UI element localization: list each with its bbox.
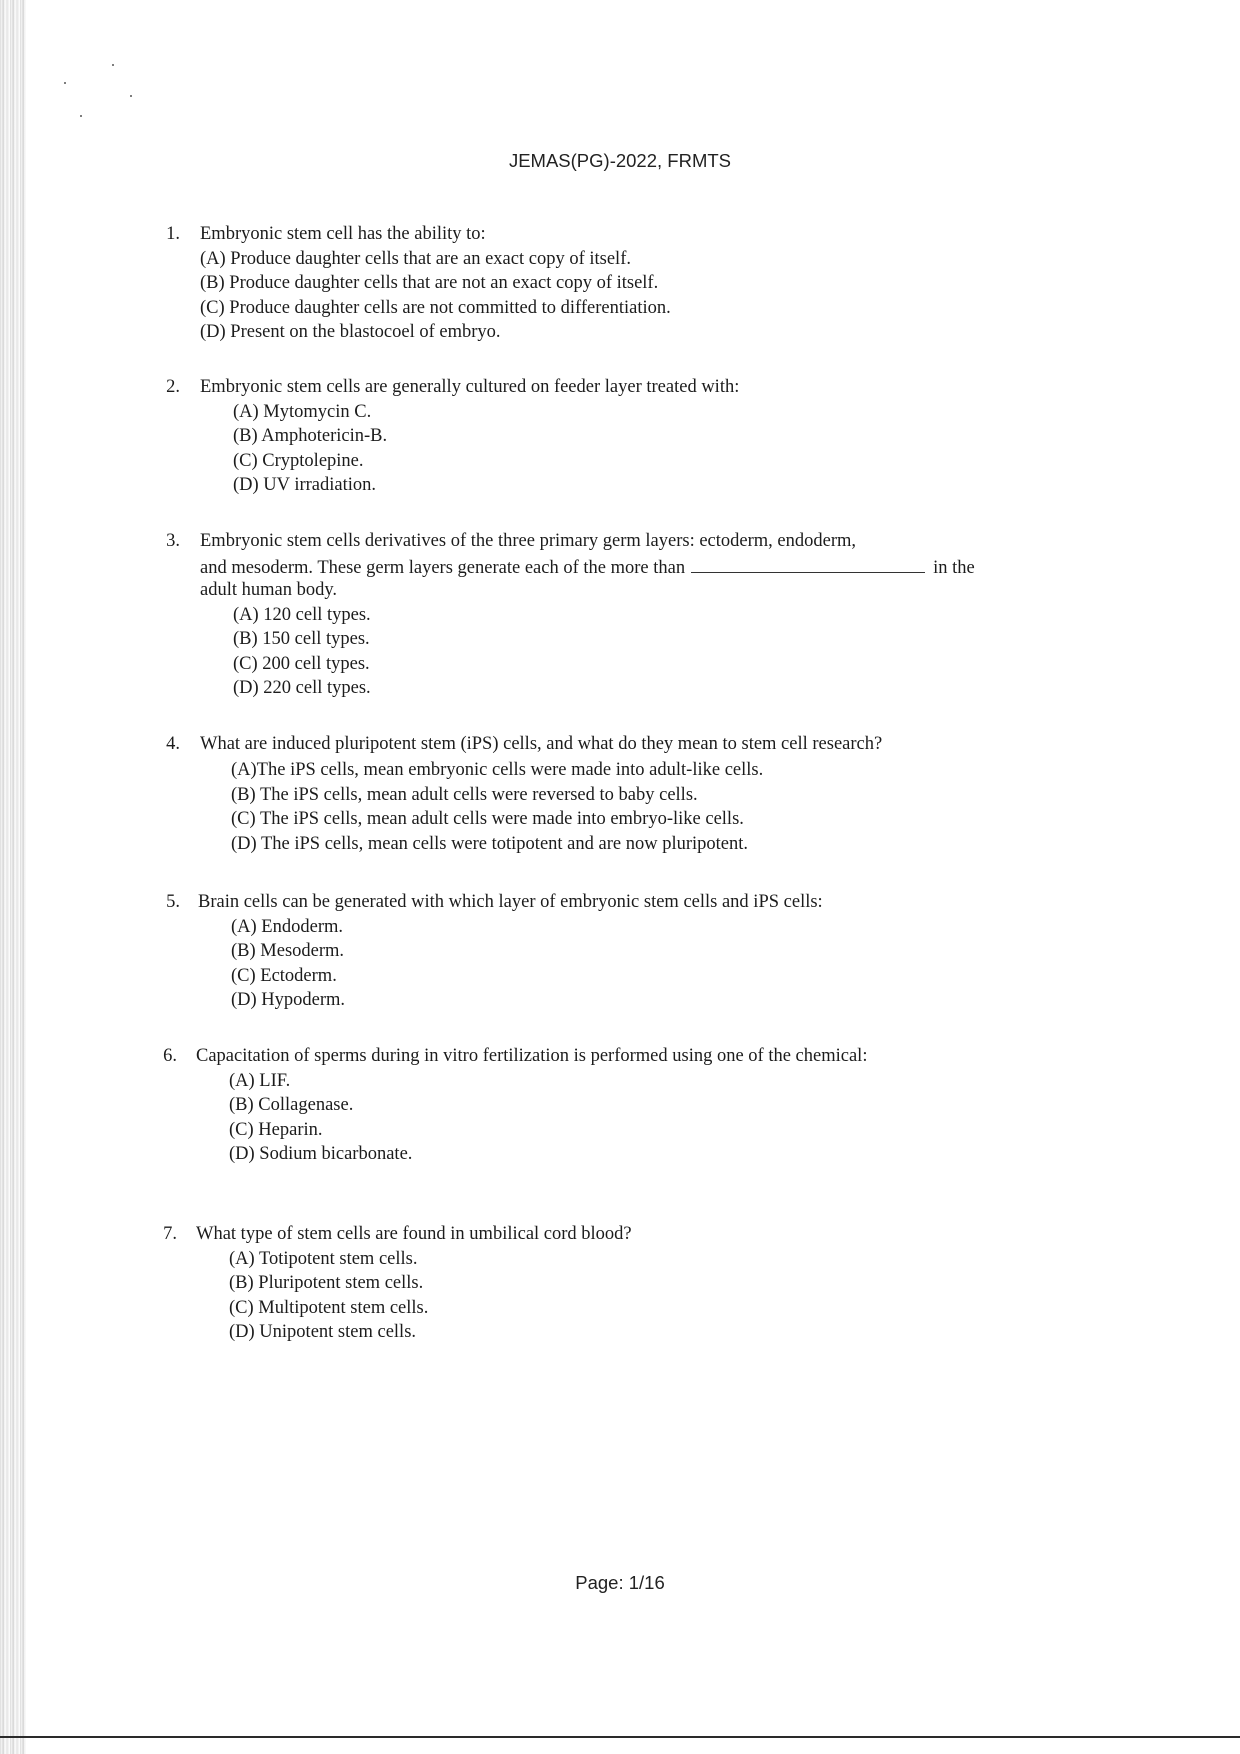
option-c: (C) 200 cell types.	[233, 653, 370, 674]
option-d: (D) The iPS cells, mean cells were totipotent and are now pluripotent.	[231, 833, 749, 854]
question-text: Brain cells can be generated with which layer of embryonic stem cells and iPS cells:	[198, 892, 823, 912]
option-c: (C) Multipotent stem cells.	[229, 1297, 429, 1318]
question-text: Embryonic stem cells are generally cultured on feeder layer treated with:	[200, 377, 740, 397]
question-number: 1.	[166, 224, 180, 244]
scan-speck	[80, 115, 82, 117]
option-d: (D) Sodium bicarbonate.	[229, 1144, 413, 1164]
question-text: Embryonic stem cells derivatives of the three primary germ layers: ectoderm, endoderm,	[200, 531, 857, 551]
question-number: 4.	[166, 734, 180, 754]
question-text: What type of stem cells are found in umbilical cord blood?	[196, 1224, 632, 1244]
scan-speck	[130, 95, 132, 97]
option-c: (C) Ectoderm.	[231, 965, 337, 986]
question-number: 7.	[163, 1224, 177, 1244]
options-list	[233, 400, 387, 498]
question-number: 2.	[166, 377, 180, 397]
question-text-line: adult human body.	[200, 580, 338, 600]
question-text: Embryonic stem cell has the ability to:	[200, 224, 486, 244]
question-number: 5.	[166, 892, 180, 912]
option-d: (D) Unipotent stem cells.	[229, 1322, 417, 1342]
option-c: (C) The iPS cells, mean adult cells were made into embryo-like cells.	[231, 809, 744, 829]
page-header: JEMAS(PG)-2022, FRMTS	[508, 150, 732, 171]
option-a: (A)The iPS cells, mean embryonic cells were made into adult-like cells.	[231, 760, 764, 780]
option-a: (A) Mytomycin C.	[233, 401, 372, 422]
option-d: (D) UV irradiation.	[233, 475, 376, 495]
question-text: What are induced pluripotent stem (iPS) cells, and what do they mean to stem cell research?	[200, 734, 883, 754]
option-b: (B) Pluripotent stem cells.	[229, 1273, 424, 1293]
option-d: (D) Present on the blastocoel of embryo.	[200, 322, 501, 342]
option-b: (B) Produce daughter cells that are not an exact copy of itself.	[200, 273, 659, 293]
options-list	[229, 1247, 428, 1345]
option-a: (A) Produce daughter cells that are an exact copy of itself.	[200, 248, 631, 269]
scan-speck	[112, 64, 114, 66]
question-number: 6.	[163, 1046, 177, 1066]
question-text-line	[200, 554, 975, 581]
question-text: Capacitation of sperms during in vitro fertilization is performed using one of the chemical:	[196, 1046, 868, 1066]
bottom-rule	[0, 1736, 1240, 1738]
options-list	[200, 247, 671, 345]
option-a: (A) LIF.	[229, 1070, 291, 1091]
page-number: Page: 1/16	[575, 1572, 665, 1593]
answer-blank	[691, 554, 925, 573]
option-d: (D) 220 cell types.	[233, 678, 371, 698]
option-c: (C) Cryptolepine.	[233, 450, 364, 471]
scan-edge-shadow	[0, 0, 26, 1754]
options-list	[231, 758, 763, 856]
option-d: (D) Hypoderm.	[231, 990, 346, 1010]
option-b: (B) Mesoderm.	[231, 941, 345, 961]
option-a: (A) Totipotent stem cells.	[229, 1248, 418, 1269]
scan-speck	[64, 82, 66, 84]
option-b: (B) The iPS cells, mean adult cells were reversed to baby cells.	[231, 784, 698, 805]
option-c: (C) Produce daughter cells are not committed to differentiation.	[200, 297, 671, 318]
question-number: 3.	[166, 531, 180, 551]
option-b: (B) Amphotericin-B.	[233, 426, 388, 446]
question-text-fragment: and mesoderm. These germ layers generate each of the more than	[200, 557, 686, 578]
option-b: (B) Collagenase.	[229, 1095, 354, 1115]
options-list	[233, 603, 371, 701]
question-text-fragment: in the	[933, 557, 975, 578]
option-a: (A) 120 cell types.	[233, 604, 371, 625]
option-a: (A) Endoderm.	[231, 916, 343, 937]
options-list	[229, 1069, 412, 1167]
options-list	[231, 915, 345, 1013]
option-c: (C) Heparin.	[229, 1119, 323, 1140]
option-b: (B) 150 cell types.	[233, 629, 370, 649]
